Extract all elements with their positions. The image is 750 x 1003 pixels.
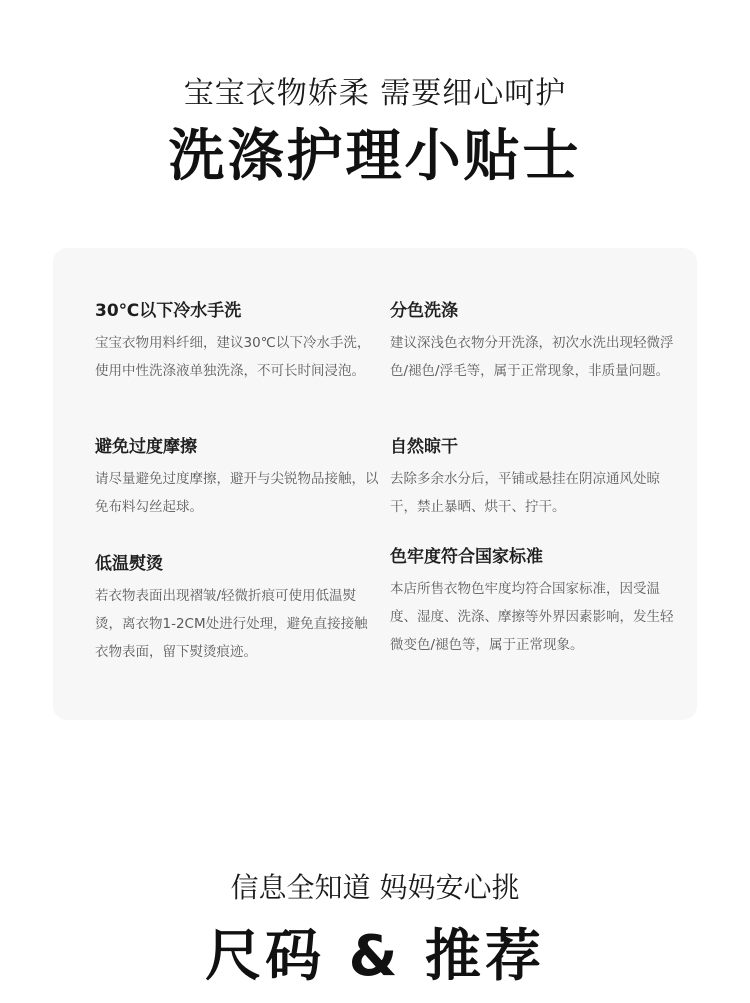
tip-body: 请尽量避免过度摩擦，避开与尖锐物品接触，以免布料勾丝起球。 xyxy=(95,471,379,515)
tip-body: 本店所售衣物色牢度均符合国家标准，因受温度、湿度、洗涤、摩擦等外界因素影响，发生轻微变色/褪色等，属于正常现象。 xyxy=(390,581,674,653)
tip-title: 30℃以下冷水手洗 xyxy=(95,301,242,321)
tip-title: 低温熨烫 xyxy=(95,554,163,574)
tip-low-temp-ironing xyxy=(95,553,380,666)
tip-body: 去除多余水分后，平铺或悬挂在阴凉通风处晾干，禁止暴晒、烘干、拧干。 xyxy=(390,471,660,515)
header-subtitle: 宝宝衣物娇柔 需要细心呵护 xyxy=(183,76,567,111)
tip-title: 自然晾干 xyxy=(390,437,458,457)
tip-title: 色牢度符合国家标准 xyxy=(390,547,543,567)
page-title: 洗涤护理小贴士 xyxy=(168,124,582,189)
tip-color-fastness xyxy=(390,546,675,659)
tip-body: 若衣物表面出现褶皱/轻微折痕可使用低温熨烫，离衣物1-2CM处进行处理，避免直接接触衣物表面，留下熨烫痕迹。 xyxy=(95,588,368,660)
tip-body: 宝宝衣物用料纤细，建议30℃以下冷水手洗，使用中性洗涤液单独洗涤，不可长时间浸泡。 xyxy=(95,335,371,379)
tip-title: 分色洗涤 xyxy=(390,301,458,321)
footer-title: 尺码 & 推荐 xyxy=(205,924,545,989)
care-tips-card xyxy=(53,248,697,720)
footer-subtitle: 信息全知道 妈妈安心挑 xyxy=(230,871,520,904)
tip-air-dry xyxy=(390,436,675,521)
tip-separate-colors xyxy=(390,300,675,385)
tip-avoid-friction xyxy=(95,436,380,521)
tip-title: 避免过度摩擦 xyxy=(95,437,197,457)
tip-cold-hand-wash xyxy=(95,300,380,385)
tip-body: 建议深浅色衣物分开洗涤，初次水洗出现轻微浮色/褪色/浮毛等，属于正常现象，非质量问题。 xyxy=(390,335,674,379)
